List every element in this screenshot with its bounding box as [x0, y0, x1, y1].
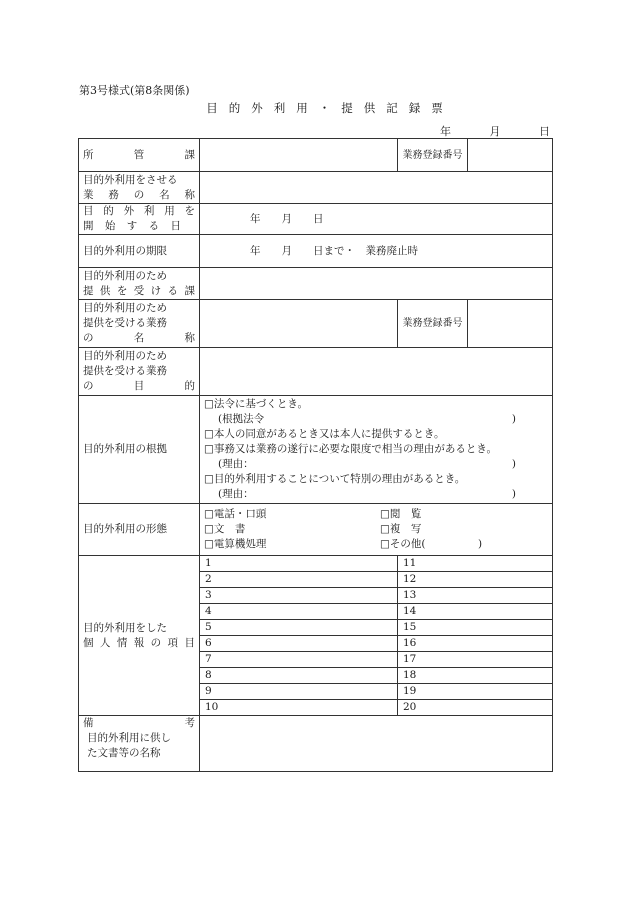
item-row-right[interactable]: 13: [398, 588, 552, 604]
basis-option-necessary[interactable]: □事務又は業務の遂行に必要な限度で相当の理由があるとき。: [204, 443, 497, 455]
label-shokan: 所 管 課: [79, 139, 200, 172]
business-name-value[interactable]: [200, 172, 553, 204]
label-provided-dept: 目的外利用のため 提 供 を 受 け る 課: [79, 268, 200, 300]
row-provided-business: [79, 300, 553, 348]
remarks-value[interactable]: [200, 716, 553, 772]
form-number: 第3号様式(第8条関係): [79, 84, 190, 97]
item-row-left[interactable]: 1: [200, 556, 397, 572]
item-row-left[interactable]: 7: [200, 652, 397, 668]
item-row-right[interactable]: 11: [398, 556, 552, 572]
date-year-label: 年: [440, 125, 451, 138]
label-business-name: 目的外利用をさせる 業 務 の 名 称: [79, 172, 200, 204]
reg-no-value-1[interactable]: [468, 139, 553, 172]
item-row-right[interactable]: 17: [398, 652, 552, 668]
record-form-table: [78, 138, 553, 772]
date-day-label: 日: [539, 125, 550, 138]
basis-option-special[interactable]: □目的外利用することについて特別の理由があるとき。: [204, 473, 466, 485]
form-type-copy[interactable]: □複 写: [380, 523, 422, 535]
form-title: 目的外利用・提供記録票: [206, 101, 454, 115]
item-row-left[interactable]: 6: [200, 636, 397, 652]
form-type-other[interactable]: □その他( ): [380, 538, 483, 550]
row-business-name: [79, 172, 553, 204]
item-row-left[interactable]: 5: [200, 620, 397, 636]
label-provided-purpose: 目的外利用のため 提供を受ける業務 の 目 的: [79, 348, 200, 396]
label-form-type: 目的外利用の形態: [79, 504, 200, 556]
row-shokan: [79, 139, 553, 172]
row-basis: [79, 396, 553, 504]
period-value[interactable]: 年 月 日まで・ 業務廃止時: [200, 235, 553, 268]
row-start-date: [79, 204, 553, 235]
date-month-label: 月: [489, 125, 501, 138]
row-period: [79, 235, 553, 268]
form-type-phone[interactable]: □電話・口頭: [204, 508, 267, 520]
row-provided-dept: [79, 268, 553, 300]
items-left-column: [200, 556, 398, 716]
item-row-left[interactable]: 4: [200, 604, 397, 620]
row-items: [79, 556, 553, 716]
item-row-right[interactable]: 16: [398, 636, 552, 652]
label-period: 目的外利用の期限: [79, 235, 200, 268]
item-row-left[interactable]: 10: [205, 701, 219, 713]
basis-option-consent[interactable]: □本人の同意があるとき又は本人に提供するとき。: [204, 428, 445, 440]
row-form-type: [79, 504, 553, 556]
item-row-right[interactable]: 15: [398, 620, 552, 636]
label-provided-business: 目的外利用のため 提供を受ける業務 の 名 称: [79, 300, 200, 348]
start-date-value[interactable]: 年 月 日: [200, 204, 553, 235]
form-type-doc[interactable]: □文 書: [204, 523, 246, 535]
reg-no-label-2: 業務登録番号: [398, 300, 468, 348]
form-type-options: [200, 504, 553, 556]
row-remarks: [79, 716, 553, 772]
shokan-value[interactable]: [200, 139, 398, 172]
record-date: [440, 123, 550, 139]
reg-no-label-1: 業務登録番号: [398, 139, 468, 172]
item-row-left[interactable]: 9: [200, 684, 397, 700]
label-start-date: 目 的 外 利 用 を 開 始 す る 日: [79, 204, 200, 235]
item-row-right[interactable]: 18: [398, 668, 552, 684]
provided-business-value[interactable]: [200, 300, 398, 348]
label-basis: 目的外利用の根拠: [79, 396, 200, 504]
provided-purpose-value[interactable]: [200, 348, 553, 396]
form-type-computer[interactable]: □電算機処理: [204, 538, 267, 550]
item-row-right[interactable]: 14: [398, 604, 552, 620]
item-row-left[interactable]: 3: [200, 588, 397, 604]
form-type-view[interactable]: □閲 覧: [380, 508, 422, 520]
reg-no-value-2[interactable]: [468, 300, 553, 348]
provided-dept-value[interactable]: [200, 268, 553, 300]
label-items: 目的外利用をした 個 人 情 報 の 項 目: [79, 556, 200, 716]
item-row-right[interactable]: 12: [398, 572, 552, 588]
item-row-right[interactable]: 19: [398, 684, 552, 700]
item-row-left[interactable]: 2: [200, 572, 397, 588]
item-row-left[interactable]: 8: [200, 668, 397, 684]
items-right-column: [398, 556, 553, 716]
item-row-right[interactable]: 20: [403, 701, 417, 713]
label-remarks: 備 考 目的外利用に供し た文書等の名称: [79, 716, 200, 772]
basis-option-law[interactable]: □法令に基づくとき。: [204, 398, 309, 410]
basis-options: □法令に基づくとき。 (根拠法令 ) □本人の同意があるとき又は本人に提供するとき。 □事務又は業務の遂行に必要な限度で相当の理由があるとき。 (理由： ) □目的外利用することについて特別の理由があるとき。 (理由： ): [200, 396, 553, 504]
row-provided-purpose: [79, 348, 553, 396]
